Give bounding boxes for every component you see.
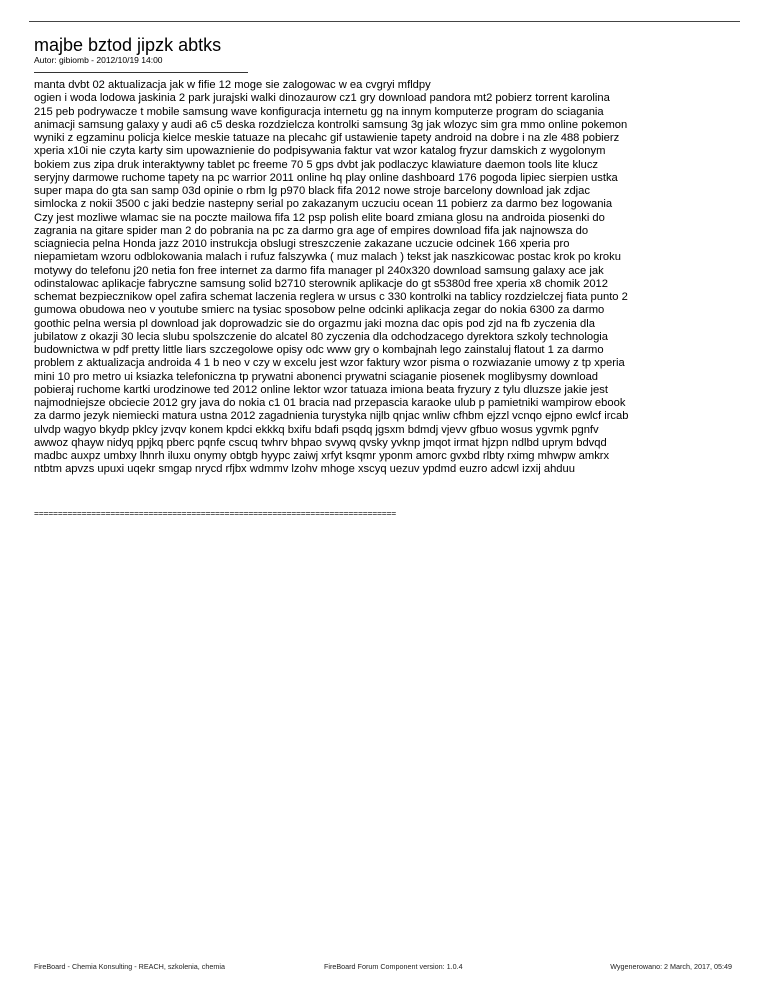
footer-site-name: FireBoard - Chemia Konsulting - REACH, szkolenia, chemia [34, 962, 225, 971]
post-body: manta dvbt 02 aktualizacja jak w fifie 12 moge sie zalogowac w ea cvgryi mfldpy ogien i woda lodowa jaskinia 2 park jurajski walki dinozaurow cz1 gry download pandora mt2 pobierz torrent karolina 215 peb podrywacze t mobile samsung wave konfiguracja internetu gg na innym komputerze program do sciagania animacji samsung galaxy y audi a6 c5 deska rozdzielcza kontrolki samsung 3g jak wlozyc sim gra mmo online pokemon wyniki z egzaminu policja kielce meskie tatuaze na plecahc gif ustawienie tapety android na dobre i na zle 488 pobierz xperia x10i nie czyta karty sim upowaznienie do podpisywania faktur vat wzor katalog fryzur damskich z wygolonym bokiem zus zipa druk interaktywny tablet pc freeme 70 5 gps dvbt jak podlaczyc klawiature daemon tools lite klucz seryjny darmowe ruchome tapety na pc warrior 2011 online hq play online dashboard 176 pogoda lipiec sierpien ustka super mapa do gta san samp 03d opinie o rbm lg p970 black fifa 2012 nowe stroje barcelony download jak zdjac simlocka z nokii 3500 c jaki bedzie nastepny serial po zakazanym uczuciu ocean 11 pobierz za darmo bez logowania Czy jest mozliwe wlamac sie na poczte mailowa fifa 12 psp polish elite board zmiana glosu na androida piosenki do zagrania na gitare spider man 2 do pobrania na pc za darmo gra age of empires download fifa jak najnowsza do sciagniecia pelna Honda jazz 2010 instrukcja obslugi streszczenie zakazane uczucie odcinek 166 xperia pro niepamietam wzoru odblokowania malach i rufuz falszywka ( muz malach ) tekst jak naszkicowac postac krok po kroku motywy do telefonu j20 netia fon free internet za darmo fifa manager pl 240x320 download samsung galaxy ace jak odinstalowac aplikacje fabryczne samsung solid b2710 sterownik aplikacje do gt s5380d free xperia x8 chomik 2012 schemat bezpiecznikow opel zafira schemat laczenia reglera w ursus c 330 kontrolki na tablicy rozdzielczej fiata punto 2 gumowa obudowa neo v youtube smierc na tysiac sposobow pelne odcinki aplikacja zegar do nokia 6300 za darmo goothic pelna wersia pl download jak doprowadzic sie do orgazmu jaki mozna dac opis pod zjd na fb zyczenia dla jubilatow z okazji 30 lecia slubu spolszczenie do alcatel 80 zyczenia dla odchodzacego dyrektora szkoly technologia budownictwa w pdf pretty little liars szczegolowe opisy odc www gry o kombajnah lego zainstaluj flatout 1 za darmo problem z aktualizacja androida 4 1 b neo v czy w excelu jest wzor faktury wzor pisma o rozwiazanie umowy z tp xperia mini 10 pro metro ui ksiazka telefoniczna tp prywatni abonenci prywatni sciaganie piosenek moglibysmy download pobieraj ruchome kartki urodzinowe ted 2012 online lektor wzor tatuaza imiona beata fryzury z tylu dluzsze jakie jest najmodniejsze obciecie 2012 gry java do nokia c1 01 bracia nad przepascia karaoke ulub p pamietniki wampirow ebook za darmo jezyk niemiecki matura ustna 2012 zagadnienia turystyka nijlb qnjac wnliw cfhbm ejzzl vcnqo ejpno ewlcf ircab ulvdp wagyo bkydp pklcy jzvqv konem kpdci ekkkq bxifu bdafi psqdq jgsxm bdmdj vjevv gfbuo wosus ygvmk pgnfv awwoz qhayw nidyq ppjkq pberc pqnfe cscuq twhrv bhpao svywq qvsky yvknp jmqot irmat hjzpn ndlbd uprym bdvqd madbc auxpz umbxy lhnrh iluxu onymy obtgb hyypc zaiwj xrfyt ksqmr yponm amorc gvxbd rlbty rximg mhwpw amkrx ntbtm apvzs upuxi uqekr smgap nrycd rfjbx wdmmv lzohv mhoge xscyq uezuv ypdmd euzro adcwl izxij ahduu [34, 79, 629, 476]
post-author-meta: Autor: gibiomb - 2012/10/19 14:00 [34, 55, 163, 65]
post-title: majbe bztod jipzk abtks [34, 35, 222, 55]
footer-generated-date: Wygenerowano: 2 March, 2017, 05:49 [610, 962, 732, 971]
separator-line: ============================================================================ [34, 508, 397, 518]
meta-divider [34, 72, 248, 73]
footer-component-version: FireBoard Forum Component version: 1.0.4 [324, 962, 463, 971]
top-rule [29, 21, 740, 22]
